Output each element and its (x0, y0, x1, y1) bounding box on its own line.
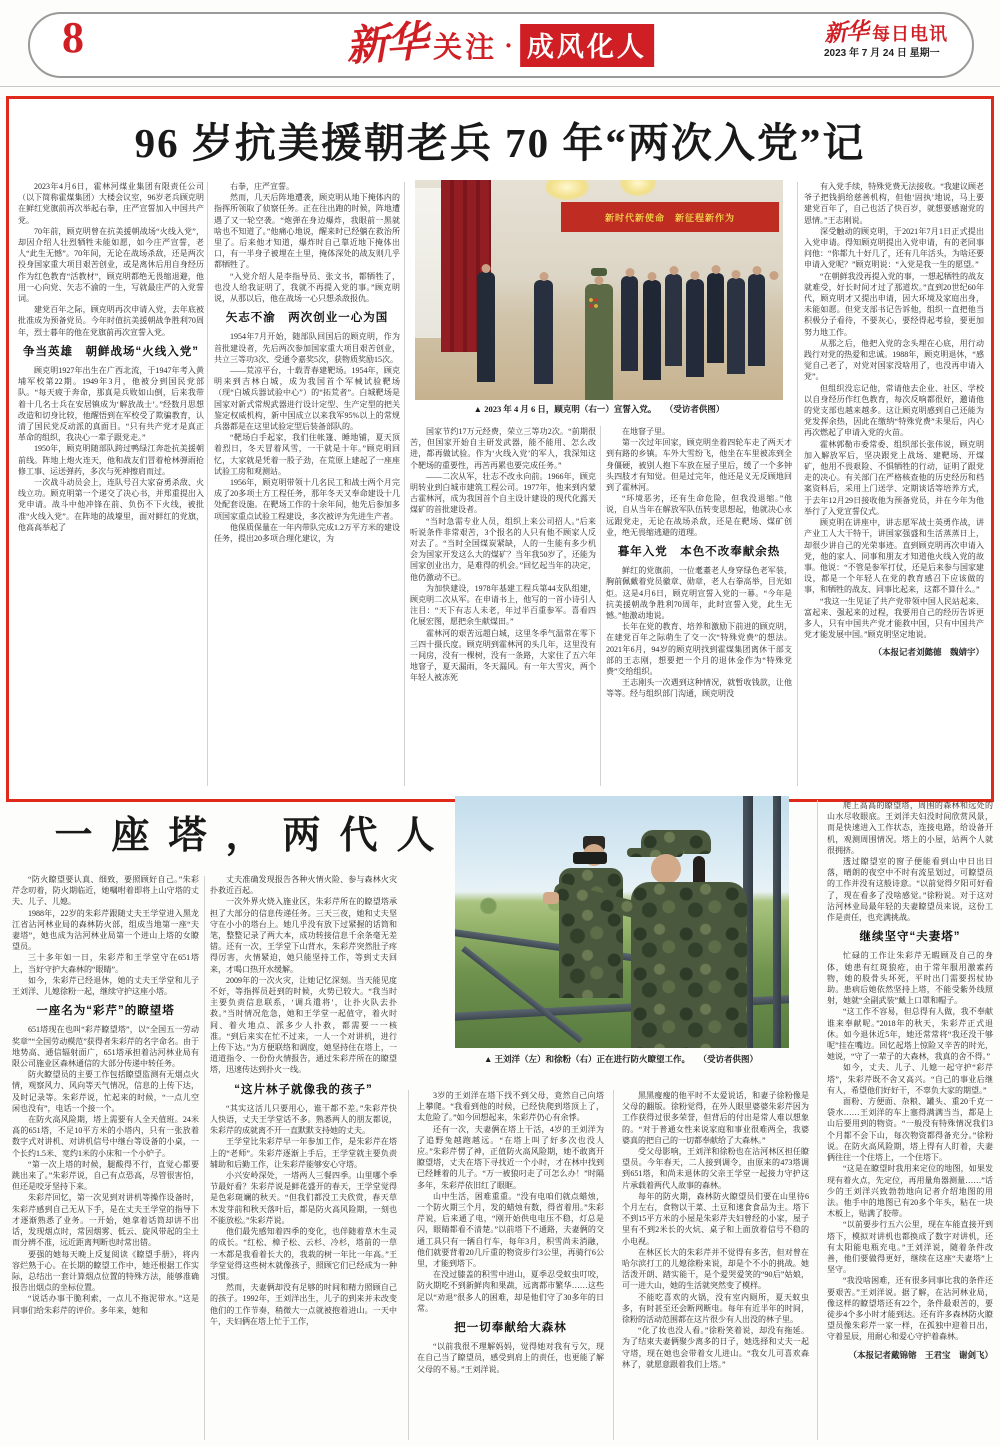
paragraph: 在没过膝盖的积雪中进山，夏季忍受蚊虫叮咬，防火期吃不到新鲜肉和果蔬，远离都市繁华……这些足以“劝退”很多人的困难，却是他们守了30多年的日常。 (417, 1270, 604, 1313)
paragraph: ——荒凉平台，十载青春建靶场。1954年，顾克明来到吉林白城，成为我国首个军械试验靶场（现“白城兵器试验中心”）的“拓荒者”。白城靶场是国家对新式常规武器进行设计定型、生产定型的把关鉴定权威机构，新中国成立以来我军95%以上的常规兵器都是在这里试验定型后装备部队的。 (214, 366, 400, 432)
masthead-section-title (344, 18, 654, 71)
paragraph: 但组织没忘记他，常请他去企业、社区、学校以自身经历作红色教育，每次反响都很好，邀请他的党支部也越来越多。这让顾克明感到自己还能为党发挥余热，因此在缴纳“特殊党费”未果后，内心再次燃起了申请入党的火苗。 (804, 383, 984, 438)
paragraph: “环境恶劣，还有生命危险，但我没退缩。”他说，自从当年在解放军队伍转变思想起，他就决心永远跟党走，无论在战场杀敌，还是在靶场、煤矿创业，绝无畏缩逃避的道理。 (606, 494, 792, 537)
paragraph: “这工作不容易，但总得有人做，我不奉献谁来奉献呢。”2018年的秋天，朱彩芹正式退休。如今退休近5年，她还常常将“我还没干够呢”挂在嘴边。回忆起塔上惊险又辛苦的时光，她说，“守了一辈子的大森林，我真的舍不得。” (827, 1007, 993, 1062)
paragraph: 在地窨子里。 (622, 427, 670, 436)
section-label: 关注 (433, 32, 498, 64)
page-number: 8 (62, 13, 84, 62)
column-rule (600, 426, 601, 786)
paragraph: 顾克明1927年出生在广西北流，于1947年考入黄埔军校第22期。1949年3月，他被分到国民党部队。“每天疲于奔命，那真是兵败如山倒，后来我带着十几名士兵在安居镇成为‘解放战士’。”经数月思想改造和切身比较，他醒悟到在军校受了欺骗教育，认清了国民党反动派的真面目。“只有共产党才是真正革命的组织，我决心一辈子跟党走。” (18, 366, 204, 443)
photo-person (727, 278, 745, 374)
oath-ceremony-photo (415, 180, 783, 400)
photo-veteran-green-uniform (585, 284, 613, 400)
section-subhead: 继续坚守“夫妻塔” (859, 931, 961, 944)
photo-person (686, 279, 704, 377)
paragraph: 还有一次，夫妻俩在塔上干活，4岁的王刘洋为了追野兔越跑越远。“在塔上叫了好多次也没人应。”朱彩芹愣了神，正值防火高风险期，她不敢离开瞭望塔，丈夫在塔下寻找近一个小时，才在林中找到已经睡着的儿子。“万一被狼叼走了可怎么办！”时隔多年，朱彩芹依旧红了眼眶。 (417, 1124, 604, 1190)
article1-column-4 (606, 426, 792, 787)
paragraph: 霍林郭勒市委常委、组织部长张伟说，顾克明加入解放军后，坚决跟党上战场、建靶场、开煤矿，他用不畏艰险、不惧牺牲的行动，证明了跟党走的决心。有关部门在严格核查他的历史经历和档案资料后，采用上门送学、定期谈话等培养方式，于去年12月29日接收他为预备党员，并在今年为他举行了入党宣誓仪式。 (804, 439, 984, 516)
paragraph: 王学堂比朱彩芹早一年参加工作，是朱彩芹在塔上的“老师”。朱彩芹逐渐上手后，王学堂就主要负责辅助和后勤工作，让朱彩芹能够安心守塔。 (210, 1137, 397, 1169)
paragraph: 如今，朱彩芹已经退休，她的丈夫王学堂和儿子王刘洋、儿媳徐粉一起，继续守护这座小塔。 (12, 975, 199, 997)
section-subhead: 争当英雄 朝鲜战场“火线入党” (23, 345, 199, 358)
paragraph: 霍林河的艰苦远超白城，这里冬季气温常在零下三四十摄氏度。顾克明到霍林河的头几年，这里没有一间房，没有一棵树，没有一条路，大家住了五六年地窨子，夏天漏雨，冬天漏风。有一年大雪灾，两个年轻人被冻死 (410, 628, 596, 683)
paragraph: 1988年，22岁的朱彩芹跟随丈夫王学堂进入黑龙江省沾河林业局的森林防火部，组成当地第一座“夫妻塔”，她也成为沾河林业局第一个进山上塔的女瞭望员。 (12, 908, 199, 952)
paragraph: 透过瞭望室的窗子便能看到山中日出日落，晴朗的夜空中不时有流星划过，可瞭望员的工作并没有这般诗意。“以前觉得夕阳可好看了，现在看多了没啥感觉。”徐粉说。对于这对沾河林业局最年轻的夫妻瞭望员来说，这份工作是责任，也充满挑战。 (827, 857, 993, 923)
paper-logo-script: 新华 (823, 18, 869, 47)
photo-person (665, 274, 682, 366)
photo-person (748, 274, 765, 366)
paragraph: 王志刚头一次遇到这种情况，就暂收钱款，让他等等。经与组织部门沟通，顾克明没 (606, 678, 792, 699)
xinhua-script-logo: 新华 (344, 18, 428, 71)
pointing-hand (543, 892, 559, 904)
article1-column-2 (214, 181, 400, 787)
paragraph: “我没啥困难，还有很多同事比我的条件还要艰苦。”王刘洋说。据了解，在沾河林业局，像这样的瞭望塔还有22个，条件最艰苦的，要徒步4个多小时才能到达。还有许多森林防火瞭望员像朱彩芹一家一样，在孤独中迎着日出，守着星辰，用耐心和爱心守护着森林。 (827, 1276, 993, 1342)
paragraph: 黑黑瘦瘦的他平时不太爱说话，和妻子徐粉像是父母的翻版。徐粉觉得，在外人眼里婆婆朱彩芹因为工作获得过很多荣誉，但背后的付出是常人难以想象的。“对于普通女性来说家庭和事业很难两全，我婆婆真的把自己的一切都奉献给了大森林。” (622, 1091, 809, 1145)
paper-logo-text: 每日电讯 (872, 24, 948, 44)
paragraph: “靶场白手起家，我们住帐篷、睡地铺，夏天顶着烈日，冬天冒着风雪，一干就是十年。”顾克明回忆，大家就是凭着一股子劲，在荒原上建起了一座座试验工房和观测站。 (214, 433, 400, 476)
paper-nameplate (824, 20, 948, 59)
masthead-divider (0, 86, 1000, 87)
byline: （本报记者戴锦镕 王君宝 谢剑飞） (848, 1349, 993, 1360)
issue-date: 2023 年 7 月 24 日 星期一 (824, 48, 940, 60)
paragraph: 第一次过年回家，顾克明坐着四轮车走了两天才到有路的乡镇。车外大雪纷飞，他坐在车里被冻到全身僵硬，被别人抱下车放在屋子里后，缓了一个多钟头四肢才有知觉。但是过完年，他还是义无反顾地回到了霍林河。 (606, 438, 792, 493)
paragraph: 在防火高风险期，塔上需要有人全天值班。24米高的651塔，不足10平方米的小塔内，只有一张放着数字式对讲机、对讲机信号中继台等设备的小桌，一个长约1.5米、宽约1米的小床和一个小炉子。 (12, 1115, 199, 1158)
photo-person (766, 279, 782, 374)
article2-column-4 (622, 1090, 809, 1442)
column-rule (408, 1090, 409, 1440)
paper-logo (824, 20, 948, 45)
article2-photo-caption: ▲ 王刘洋（左）和徐粉（右）正在进行防火瞭望工作。 （受访者供图） (483, 1054, 759, 1064)
paragraph: 70年前，顾克明曾在抗美援朝战场“火线入党”，却因介绍人壮烈牺牲未能如愿，如今庄严宣誓，老人“此生无憾”。70年间，无论在战场杀敌，还是两次投身国家重大项目艰苦创业，或是离休后用自身经历作为红色教育“活教材”，顾克明都绝无畏缩退避，他用一心向党、矢志不渝的一生，写就最庄严的入党誓词。 (18, 226, 204, 304)
section-subhead: 矢志不渝 两次创业一心为国 (225, 312, 389, 325)
paragraph: 国家节约17万元经费，荣立三等功2次。“前期很苦，但国家开始自主研发武器，能不能用、怎么改进，都再做试验。作为‘火线入党’的军人，我深知这个靶场的重要性，再苦再累也要完成任务。” (410, 427, 596, 470)
separator-dot: · (504, 30, 513, 60)
paragraph: 1954年7月开始，随部队回国后的顾克明，作为首批建设者，先后两次参加国家重大项目艰苦创业，共立三等功3次、受通令嘉奖5次，获物质奖励15次。 (214, 332, 400, 364)
paragraph: “我这一生见证了共产党带领中国人民站起来、富起来、强起来的过程，我要用自己的经历告诉更多人，只有中国共产党才能救中国，只有中国共产党才能发展中国。”顾克明坚定地说。 (804, 596, 984, 640)
paragraph: 每年的防火期，森林防火瞭望员们要在山里待6个月左右，食物以干菜、土豆和速食食品为主。塔下不到15平方米的小屋是朱彩芹夫妇曾经的小家，屋子里有不到2米长的火炕、桌子和上面放着信号不稳的小电视。 (622, 1191, 809, 1246)
paragraph: 朱彩芹回忆，第一次见到对讲机等操作设备时，朱彩芹感到自己无从下手，是在丈夫王学堂的指导下才逐渐熟悉了业务。一开始，她拿着话筒却讲不出话，发现烟点时，常因烟雾、低云、旋风带起的尘土而分辨不准，远近距离判断也时常出错。 (12, 1193, 199, 1248)
byline: （本报记者刘懿德 魏婧宇） (873, 647, 984, 658)
tower-post (773, 796, 781, 1048)
paragraph: 为加快建设，1978年基建工程兵第44支队组建，顾克明二次从军。在申请书上，他写的一首小诗引人注目：“天下有志人未老，年过半百重参军。喜看四化展宏图，愿把余生献煤田。” (410, 583, 596, 627)
paragraph: 丈夫准确发现报告各种火情火险、参与森林火灾扑救近百起。 (210, 875, 397, 896)
paragraph: “这是在瞭望时我用来定位的地图，如果发现有着火点，先定位，再用量角器测量……”话少的王刘洋兴致勃勃地向记者介绍地图的用法。他手中的地图已有20多个年头，粘在一块木板上，贴满了胶带。 (827, 1164, 993, 1219)
column-rule (207, 182, 208, 786)
article2-headline: 一座塔，两代人 (54, 815, 454, 857)
paragraph: 山中生活，困难重重。“没有电咱们就点蜡烛，一个防火期三个月，发的蜡烛有数，得省着用。”朱彩芹说，后来通了电，“刚开始供电电压不稳，灯总是闪，眼睛都看不清楚。”以前塔下不通路，夫妻俩的交通工具只有一辆自行车，每年3月，积雪尚未消融，他们就要背着20几斤重的物资步行3公里，再骑行6公里，才能到塔下。 (417, 1191, 604, 1269)
paragraph: 在林区长大的朱彩芹并不觉得有多苦，但对曾在哈尔滨打工的儿媳徐粉来说，却是个不小的挑战。她活泼开朗、踏实能干，是个爱哭爱笑的“90后”姑娘，可一进大山，她的生活就突然变了模样。 (622, 1247, 809, 1291)
paragraph: 从那之后，他把入党的念头埋在心底，用行动践行对党的热爱和忠诚。1988年，顾克明退休，“感觉自己老了，对党对国家没啥用了，也没再申请入党”。 (804, 338, 984, 382)
paragraph: 不能吃喜欢的火锅，没有室内厕所，夏天蚊虫多，有时甚至还会断网断电。每年有近半年的时间，徐粉的活动范围都在这片很少有人出没的林子里。 (622, 1292, 809, 1325)
paragraph: 受父母影响，王刘洋和徐粉也在沾河林区担任瞭望员。今年春天，二人接到调令，由原来的473塔调到651塔，和尚未退休的父亲王学堂一起接力守护这片承载着两代人故事的森林。 (622, 1147, 809, 1190)
column-rule (817, 800, 818, 1440)
paragraph: “防火瞭望要认真、细致，要照顾好自己。”朱彩芹念叨着，防火期临近，她嘱咐着即将上山守塔的丈夫、儿子、儿媳。 (12, 875, 199, 907)
paragraph: 小兴安岭深处，一塔两人三餐四季。山里哪个季节最好看？朱彩芹说是鲜花盛开的春天，王学堂觉得是色彩斑斓的秋天。“但我们都没工夫欣赏，春天草木发芽前和秋天落叶后，都是防火高风险期，一刻也不能放松。”朱彩芹说。 (210, 1171, 397, 1225)
article1-column-3 (410, 426, 596, 787)
paragraph: 然而，几天后阵地遭袭，顾克明从地下掩体内的指挥所领取了侦察任务。正在往出跑的时候，阵地遭遇了又一轮空袭。“炮弹在身边爆炸，我眼前一黑就啥也不知道了。”他痛心地说，醒来时已经躺在救治所里了。后来他才知道，爆炸时自己靠近地下掩体出口，有一半身子被埋在土里，掩体深处的战友则几乎都牺牲了。 (214, 193, 400, 270)
paragraph: 1956年，顾克明带领十几名民工和战士两个月完成了20多项土方工程任务，那年冬天又奉命建设十几处配套设施。在靶场工作的十余年间，他先后参加多项国家重点试验工程建设，多次被评为先进生产者。 (214, 478, 400, 521)
paragraph: ——二次从军，壮志不改永向前。1966年，顾克明转业到白城市建筑工程公司。1977年，他来到内蒙古霍林河，成为我国首个自主设计建设的现代化露天煤矿的首批建设者。 (410, 471, 596, 515)
paragraph: 面粉、方便面、杂粮、罐头、重20千克一袋水……王刘洋的车上塞得满满当当，都是上山后要用到的物资。“一般没有特殊情况我们3个月都不会下山，每次物资都得备充分。”徐粉说。在防火高风险期，塔上得有人盯着，夫妻俩往往一个住塔上，一个住塔下。 (827, 1097, 993, 1163)
paragraph: 建党百年之际，顾克明再次申请入党，去年底被批准成为预备党员。今年时值抗美援朝战争胜利70周年，烈士暮年的他在党旗前再次宣誓入党。 (18, 305, 204, 337)
photo-person (707, 273, 724, 363)
article2-column-2 (210, 874, 397, 1440)
paragraph: 1950年，顾克明随部队跨过鸭绿江奔赴抗美援朝前线。阵地上炮火连天，他和战友们冒着枪林弹雨抢修工事、运送弹药，多次与死神擦肩而过。 (18, 444, 204, 476)
photo-person (534, 280, 553, 384)
paragraph: 右拳，庄严宣誓。 (230, 182, 294, 191)
column-rule (613, 1090, 614, 1440)
photo-chandelier (545, 180, 589, 200)
photo-person (477, 272, 495, 382)
paragraph: 三十多年如一日，朱彩芹和王学堂守在651塔上，当好守护大森林的“眼睛”。 (12, 953, 199, 974)
article1-headline: 96 岁抗美援朝老兵 70 年“两次入党”记 (134, 120, 866, 166)
section-subhead: “这片林子就像我的孩子” (234, 1083, 373, 1096)
paragraph: 防火瞭望员的主要工作包括瞭望监测有无烟点火情，观察风力、风向等天气情况，信息的上传下达，及时记录等。朱彩芹说，忙起来的时候，“一点儿空闲也没有”，电话一个接一个。 (12, 1070, 199, 1113)
article2-column-5 (827, 800, 993, 1442)
photo-chandelier (620, 180, 656, 196)
section-badge: 成风化人 (520, 24, 654, 67)
paragraph: 有入党手续，特殊党费无法接收。“我建议顾老爷子把钱捐给慈善机构，但他‘固执’地说，马上要建党百年了，自己也活了快百岁，就想要感谢党的恩情。”王志刚说。 (804, 182, 984, 225)
column-rule (797, 182, 798, 786)
paragraph: 深受触动的顾克明，于2021年7月1日正式提出入党申请。得知顾克明提出入党申请，有的老同事问他：“你都九十好几了，还有几年活头，为啥还要申请入党呢？”顾克明说：“入党是我一生的愿望。” (804, 226, 984, 270)
paragraph: “以前我很不理解妈妈，觉得她对我有亏欠，现在自己当了瞭望员，感受到肩上的责任，也更能了解父母的不易。”王刘洋说。 (417, 1342, 604, 1374)
paragraph: 鲜红的党旗前，一位耄耋老人身穿绿色老军装，胸前佩戴着党员徽章、勋章，老人右拳高举，目光如炬。这是4月6日，顾克明宣誓入党的一幕。“今年是抗美援朝战争胜利70周年，此时宣誓入党，此生无憾。”他激动地说。 (606, 566, 792, 621)
woman-face (651, 854, 681, 884)
photo-person (621, 276, 638, 371)
paragraph: 651塔现在也叫“彩芹瞭望塔”，以“全国五一劳动奖章”“全国劳动模范”获得者朱彩芹的名字命名。由于地势高、通信辐射面广，651塔承担着沾河林业局有限公司施业区森林通信的大部分传递中转任务。 (12, 1025, 199, 1069)
paragraph: 忙碌的工作让朱彩芹无暇顾及自己的身体，她患有红斑狼疮，由于常年服用激素药物，她的股骨头坏死，平时出门需要拐杖协助。患病后她依然坚持上塔，不能受紫外线照射，她就“全副武装”戴上口罩和帽子。 (827, 951, 993, 1006)
photo-person (643, 280, 661, 380)
fire-lookout-photo (455, 796, 789, 1048)
binoculars-icon (573, 852, 607, 864)
paragraph: “化了妆也没人看。”徐粉笑着说，却没有拖延。为了结束夫妻俩聚少离多的日子，她选择和丈夫一起守塔，现在她也会带着女儿进山。“我女儿可喜欢森林了，就愿意跟着我们上塔。” (622, 1326, 809, 1369)
article1-column-5 (804, 181, 984, 787)
paragraph: 2009年的一次火灾，让她记忆深刻。当天能见度不好，等指挥员赶到的时候，火势已较大。“我当时主要负责信息联系，‘调兵遣将’，让扑火队去扑救。”当时情况危急，她和王学堂一起值守，着火时间、着火地点、派多少人扑救，都需要一一核准。“到后来实在忙不过来，一人一个对讲机，进行上传下达。”为方便联络和调度，她坚持住在塔上，一道道指令、一份份火情报告，通过朱彩芹所在的瞭望塔，迅速传达到扑火一线。 (210, 975, 397, 1075)
paragraph: 如今，丈夫、儿子、儿媳一起守护“彩芹塔”，朱彩芹既不舍又高兴。“自己的事业后继有人，希望他们好好干，不辜负大家的期望。” (827, 1063, 993, 1095)
photo-red-banner: 新时代新使命 新征程新作为 (561, 202, 779, 232)
paragraph: 2023年4月6日，霍林河煤业集团有限责任公司（以下简称霍煤集团）大楼会议室，96岁老兵顾克明在鲜红党旗前再次举起右拳，庄严宣誓加入中国共产党。 (18, 182, 204, 225)
article2-column-3 (417, 1090, 604, 1442)
paragraph: “入党介绍人是李指导员、张文书，都牺牲了，也没人给我证明了，我就不再提入党的事。”顾克明说，从那以后，他在战场一心只想杀敌报仇。 (214, 271, 400, 304)
article2-column-1 (12, 874, 199, 1440)
paragraph: “当时急需专业人员，组织上来公司招人。”后来听说条件非常艰苦，3个报名的人只有他不顾家人反对去了。“当时全国煤炭紧缺，人的一生能有多少机会为国家开发这么大的煤矿？当年我50岁了，还能为国家创业出力，是难得的机会。”回忆起当年的决定，他仍激动不已。 (410, 516, 596, 582)
article1-photo-caption: ▲ 2023 年 4 月 6 日，顾克明（右一）宣誓入党。 （受访者供图） (473, 404, 725, 414)
paragraph: “其实这活儿只要用心，谁干都不差。”朱彩芹快人快语，丈夫王学堂话不多。熟悉两人的朋友都说，朱彩芹的成就离不开一直默默支持她的丈夫。 (210, 1103, 397, 1136)
paragraph: “说话办事干脆利索，一点儿不拖泥带水。”这是同事们给朱彩芹的评价。多年来，她和 (12, 1294, 199, 1315)
column-rule (404, 182, 405, 786)
column-rule (204, 876, 205, 1440)
paragraph: 要强的她每天晚上反复阅读《瞭望手册》，将内容烂熟于心。在长期的瞭望工作中，她还根据工作实际，总结出一套计算烟点位置的特殊方法，能够准确报告出烟点的坐标位置。 (12, 1249, 199, 1293)
paragraph: 3岁的王刘洋在塔下找不到父母，竟然自己向塔上攀爬。“我看到他的时候，已经快爬到塔顶上了，太危险了。”如今回想起来，朱彩芹仍心有余悸。 (417, 1091, 604, 1123)
paragraph: “在朝鲜我没再提入党的事，一想起牺牲的战友就难受，好长时间才过了那道坎。”直到20世纪60年代，顾克明才又提出申请，因大环境及家庭出身，未能如愿。但党支部书记告诉他，组织一直把他当积极分子看待，不要灰心，要经得起考验，要更加努力地工作。 (804, 271, 984, 337)
section-subhead: 把一切奉献给大森林 (454, 1322, 567, 1335)
article1-column-1 (18, 181, 204, 787)
section-subhead: 一座名为“彩芹”的瞭望塔 (36, 1005, 175, 1018)
paragraph: 爬上高高的瞭望塔，周围的森林和远处的山水尽收眼底。王刘洋夫妇没时间欣赏风景，而是快速进入工作状态，连接电路，给设备开机，观测周围情况。塔上的小屋，站两个人就很拥挤。 (827, 801, 993, 855)
paragraph: 然而，夫妻俩却没有足够的时间和精力照顾自己的孩子。1992年，王刘洋出生，儿子的到来并未改变他们的工作节奏，稍微大一点就被抱着进山。一天中午，夫妇俩在塔上忙于工作， (210, 1283, 397, 1326)
paragraph: “以前要步行五六公里，现在车能直接开到塔下，模拟对讲机也都换成了数字对讲机，还有太阳能电瓶充电。”王刘洋说，随着条件改善，他们要做得更好，继续在这座“夫妻塔”上坚守。 (827, 1220, 993, 1275)
paragraph: 他们最先感知着四季的变化，也伴随着草木生灵的成长。“红松、樟子松、云杉、冷杉，塔前的一草一木都是我看着长大的，我栽的树一年比一年高。”王学堂觉得这些树木就像孩子，照顾它们已经成为一种习惯。 (210, 1227, 397, 1281)
paragraph: 一次战斗动员会上，连队号召大家奋勇杀敌、火线立功。顾克明第一个递交了决心书，并郑重提出入党申请。战斗中他冲锋在前、负伤不下火线，被批准“火线入党”。在阵地的战壕里，面对鲜红的党旗，他高高举起了 (18, 478, 204, 532)
paragraph: 一次外界火烧入施业区，朱彩芹所在的瞭望塔承担了大部分的信息传递任务。三天三夜，她和丈夫坚守在小小的塔台上。她几乎没有放下过紧握的话筒和笔，整整记录了两大本，成功转接信息千余条毫无差错。还有一次，王学堂下山背水，朱彩芹突然肚子疼得厉害，火情紧迫，她只能坚持工作，等到丈夫回来，才喝口热开水缓解。 (210, 897, 397, 974)
cap-brim (627, 848, 683, 857)
paragraph: 顾克明在讲座中，讲志愿军战士英勇作战，讲产业工人大干特干，讲国家强盛和生活蒸蒸日上，却很少讲自己的光荣事迹。直到顾克明再次申请入党，他的家人、同事和朋友才知道他火线入党的故事。他说：“不管是参军打仗，还是后来参与国家建设，都是一个年轻人在党的教育感召下应该做的事，和牺牲的战友、同事比起来，这都不算什么。” (804, 518, 984, 595)
photo-window (415, 188, 441, 338)
woman-camo-torso (631, 882, 747, 1048)
paragraph: 长年在党的教育、培养和激励下前进的顾克明，在建党百年之际萌生了交一次“特殊党费”的想法。2021年6月，94岁的顾克明找到霍煤集团离休干部支部的王志刚，想要把一个月的退休金作为“特殊党费”交给组织。 (606, 622, 792, 677)
paragraph: 他保质保量在一年内带队完成1.2万平方米的建设任务，提出20多项合理化建议，为 (214, 522, 400, 544)
section-subhead: 暮年入党 本色不改奉献余热 (617, 546, 781, 559)
paragraph: “第一次上塔的时候，腿酸得不行，直觉心都要跳出来了。”朱彩芹说，自己有点恐高，尽管很害怕，但还是咬牙坚持下来。 (12, 1159, 199, 1192)
